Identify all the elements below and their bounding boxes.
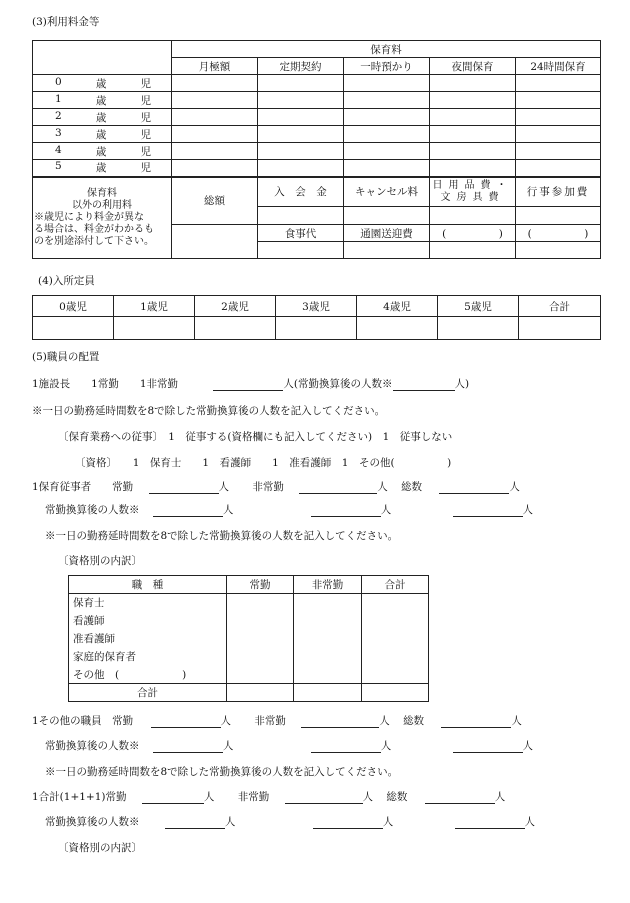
person-unit: 人 xyxy=(380,504,392,516)
fee-cell[interactable] xyxy=(516,75,601,92)
director-fte-field[interactable] xyxy=(393,378,455,391)
qual-header-total: 合計 xyxy=(362,576,429,594)
fee-cell[interactable] xyxy=(258,143,344,160)
fee-cell[interactable] xyxy=(516,126,601,143)
fee-cell[interactable] xyxy=(258,160,344,177)
age-unit: 歳 xyxy=(95,128,107,141)
fte-note-1: ※一日の勤務延時間数を8で除した常勤換算後の人数を記入してください。 xyxy=(32,405,386,417)
capacity-cell[interactable] xyxy=(519,317,601,340)
age-row-0 xyxy=(33,75,601,92)
grand-total-label: 1合計(1+1+1)常勤 xyxy=(32,791,127,803)
other-fees-title-2: 以外の利用料 xyxy=(72,199,132,211)
total-cell[interactable] xyxy=(172,225,258,259)
other-staff-label: 1その他の職員 常勤 xyxy=(32,715,134,727)
other-fees-title-1: 保育料 xyxy=(87,187,117,199)
fte-label: 常勤換算後の人数※ xyxy=(45,740,140,752)
qual-cell[interactable] xyxy=(227,630,294,648)
grand-parttime-field[interactable] xyxy=(285,791,363,804)
person-unit: 人 xyxy=(362,791,374,803)
col-24h: 24時間保育 xyxy=(516,58,601,75)
qual-header-parttime: 非常勤 xyxy=(294,576,362,594)
qual-cell[interactable] xyxy=(362,612,429,630)
fee-cell[interactable] xyxy=(430,160,516,177)
age-unit: 歳 xyxy=(95,94,107,107)
childcare-fte-fulltime-field[interactable] xyxy=(153,504,223,517)
person-unit: 人 xyxy=(203,791,215,803)
childcare-fte-total-field[interactable] xyxy=(453,504,523,517)
person-unit: 人 xyxy=(522,740,534,752)
qualification-table xyxy=(68,575,429,702)
table-row xyxy=(69,612,429,630)
childcare-fulltime-field[interactable] xyxy=(149,481,219,494)
event-fee-cell[interactable] xyxy=(516,207,601,225)
capacity-cell[interactable] xyxy=(438,317,519,340)
fee-cell[interactable] xyxy=(344,75,430,92)
fee-cell[interactable] xyxy=(344,160,430,177)
grand-total-line xyxy=(32,789,505,804)
age-suffix: 児 xyxy=(140,162,151,175)
qual-cell[interactable] xyxy=(362,666,429,684)
meal-fee-cell[interactable] xyxy=(258,242,344,259)
capacity-col-2: 2歳児 xyxy=(195,296,276,317)
qual-header-job: 職 種 xyxy=(69,576,227,594)
fte-note-3: ※一日の勤務延時間数を8で除した常勤換算後の人数を記入してください。 xyxy=(45,766,399,778)
bus-fee-cell[interactable] xyxy=(344,242,430,259)
person-unit: 人 xyxy=(382,816,394,828)
table-row xyxy=(69,648,429,666)
capacity-cell[interactable] xyxy=(276,317,357,340)
childcare-staff-line xyxy=(32,479,520,494)
qual-cell[interactable] xyxy=(362,684,429,702)
admission-fee-label: 入 会 金 xyxy=(258,177,344,207)
age-suffix: 児 xyxy=(140,128,151,141)
capacity-cell[interactable] xyxy=(114,317,195,340)
col-monthly: 月極額 xyxy=(172,58,258,75)
capacity-col-1: 1歳児 xyxy=(114,296,195,317)
breakdown-label: 〔資格別の内訳〕 xyxy=(58,555,142,567)
grand-fte-total-field[interactable] xyxy=(455,816,525,829)
person-unit: 人 xyxy=(511,715,522,727)
fees-header: 保育料 xyxy=(172,41,601,58)
fee-cell[interactable] xyxy=(430,109,516,126)
capacity-col-5: 5歳児 xyxy=(438,296,519,317)
age-unit: 歳 xyxy=(95,111,107,124)
director-fte-label: 人(常勤換算後の人数※ xyxy=(283,378,393,390)
other-fees-label xyxy=(33,177,172,259)
qual-cell[interactable] xyxy=(227,612,294,630)
capacity-col-total: 合計 xyxy=(519,296,601,317)
breakdown-label-2: 〔資格別の内訳〕 xyxy=(58,842,142,854)
supplies-label-2: 文房具費 xyxy=(440,191,505,203)
fee-cell[interactable] xyxy=(258,109,344,126)
childcare-staff-label: 1保育従事者 常勤 xyxy=(32,481,134,493)
qual-row-label: 家庭的保育者 xyxy=(69,648,227,666)
fee-cell[interactable] xyxy=(516,143,601,160)
qual-cell[interactable] xyxy=(362,630,429,648)
bus-fee-label: 通園送迎費 xyxy=(344,225,430,242)
cancel-fee-cell[interactable] xyxy=(344,207,430,225)
fee-cell[interactable] xyxy=(172,75,258,92)
total-label: 総額 xyxy=(172,177,258,225)
table-row xyxy=(69,594,429,612)
section-5-title: (5)職員の配置 xyxy=(32,351,100,363)
qual-cell[interactable] xyxy=(294,630,362,648)
capacity-cell[interactable] xyxy=(357,317,438,340)
capacity-cell[interactable] xyxy=(195,317,276,340)
childcare-total-field[interactable] xyxy=(439,481,509,494)
age-number: 0 xyxy=(55,75,62,88)
total-count-label: 総数 xyxy=(386,791,408,803)
fee-cell[interactable] xyxy=(516,160,601,177)
other-fees-note-1: ※歳児により料金が異な xyxy=(34,211,144,223)
qualification-line: 〔資格〕 1 保育士 1 看護師 1 准看護師 1 その他( ) xyxy=(75,457,452,469)
other-fees-note-3: のを別途添付して下さい。 xyxy=(34,235,154,247)
qual-cell[interactable] xyxy=(294,684,362,702)
table-row xyxy=(69,630,429,648)
age-row-5 xyxy=(33,160,601,177)
supplies-label-1: 日用品費・ xyxy=(432,179,513,191)
person-unit: 人 xyxy=(218,481,230,493)
person-unit: 人 xyxy=(509,481,520,493)
fee-cell[interactable] xyxy=(344,109,430,126)
fee-cell[interactable] xyxy=(258,92,344,109)
fte-label: 常勤換算後の人数※ xyxy=(45,816,140,828)
person-unit: 人 xyxy=(222,504,234,516)
part-time-label: 非常勤 xyxy=(237,791,270,803)
fte-label: 常勤換算後の人数※ xyxy=(45,504,140,516)
grand-total-field[interactable] xyxy=(425,791,495,804)
person-unit: 人 xyxy=(379,715,390,727)
fee-cell[interactable] xyxy=(172,160,258,177)
qual-cell[interactable] xyxy=(294,612,362,630)
director-close: 人) xyxy=(454,378,470,390)
total-count-label: 総数 xyxy=(401,481,423,493)
age-row-2 xyxy=(33,109,601,126)
col-night: 夜間保育 xyxy=(430,58,516,75)
other-staff-line xyxy=(32,713,522,728)
other-parttime-field[interactable] xyxy=(301,715,379,728)
age-suffix: 児 xyxy=(140,77,151,90)
age-suffix: 児 xyxy=(140,94,151,107)
capacity-col-0: 0歳児 xyxy=(33,296,114,317)
fee-cell[interactable] xyxy=(430,92,516,109)
table-row xyxy=(69,666,429,684)
director-label: 1施設長 1常勤 1非常勤 xyxy=(32,378,179,390)
col-regular-contract: 定期契約 xyxy=(258,58,344,75)
qual-cell[interactable] xyxy=(227,666,294,684)
qual-row-label: 保育士 xyxy=(69,594,227,612)
other-fte-fulltime-field[interactable] xyxy=(153,740,223,753)
age-row-3 xyxy=(33,126,601,143)
duty-line: 〔保育業務への従事〕 1 従事する(資格欄にも記入してください) 1 従事しない xyxy=(58,431,453,443)
custom-fee-label-1[interactable]: ( ) xyxy=(430,225,516,242)
fee-cell[interactable] xyxy=(344,126,430,143)
qual-cell[interactable] xyxy=(362,648,429,666)
other-total-field[interactable] xyxy=(441,715,511,728)
fee-cell[interactable] xyxy=(258,126,344,143)
fee-corner-cell xyxy=(33,41,172,75)
custom-fee-cell-1[interactable] xyxy=(430,242,516,259)
col-temporary: 一時預かり xyxy=(344,58,430,75)
person-unit: 人 xyxy=(224,816,236,828)
qual-header-fulltime: 常勤 xyxy=(227,576,294,594)
person-unit: 人 xyxy=(220,715,232,727)
person-unit: 人 xyxy=(494,791,506,803)
age-suffix: 児 xyxy=(140,111,151,124)
qual-row-label: その他 ( ) xyxy=(69,666,227,684)
qual-cell[interactable] xyxy=(294,594,362,612)
custom-fee-cell-2[interactable] xyxy=(516,242,601,259)
qual-cell[interactable] xyxy=(294,666,362,684)
age-unit: 歳 xyxy=(95,162,107,175)
total-count-label: 総数 xyxy=(403,715,425,727)
age-suffix: 児 xyxy=(140,145,151,158)
age-number: 2 xyxy=(55,109,62,122)
age-number: 4 xyxy=(55,143,62,156)
qual-cell[interactable] xyxy=(227,594,294,612)
part-time-label: 非常勤 xyxy=(254,715,286,727)
fee-cell[interactable] xyxy=(430,75,516,92)
supplies-fee-label xyxy=(430,177,516,207)
person-unit: 人 xyxy=(377,481,388,493)
age-row-4 xyxy=(33,143,601,160)
director-line xyxy=(32,376,469,391)
other-fte-total-field[interactable] xyxy=(453,740,523,753)
table-row xyxy=(69,684,429,702)
person-unit: 人 xyxy=(380,740,392,752)
qual-cell[interactable] xyxy=(294,648,362,666)
capacity-col-4: 4歳児 xyxy=(357,296,438,317)
age-unit: 歳 xyxy=(95,145,107,158)
grand-fulltime-field[interactable] xyxy=(142,791,204,804)
person-unit: 人 xyxy=(222,740,234,752)
fee-cell[interactable] xyxy=(172,126,258,143)
fee-cell[interactable] xyxy=(516,109,601,126)
childcare-parttime-field[interactable] xyxy=(299,481,377,494)
custom-fee-label-2[interactable]: ( ) xyxy=(516,225,601,242)
grand-fte-fulltime-field[interactable] xyxy=(165,816,225,829)
capacity-table xyxy=(32,295,601,340)
supplies-fee-cell[interactable] xyxy=(430,207,516,225)
fee-cell[interactable] xyxy=(258,75,344,92)
qual-row-label: 准看護師 xyxy=(69,630,227,648)
person-unit: 人 xyxy=(522,504,534,516)
qual-cell[interactable] xyxy=(227,684,294,702)
qual-row-label: 看護師 xyxy=(69,612,227,630)
other-fte-parttime-field[interactable] xyxy=(311,740,381,753)
fee-cell[interactable] xyxy=(430,126,516,143)
capacity-col-3: 3歳児 xyxy=(276,296,357,317)
director-count-field[interactable] xyxy=(213,378,283,391)
qual-total-label: 合計 xyxy=(69,684,227,702)
other-fte-line xyxy=(45,738,533,753)
section-4-title: (4)入所定員 xyxy=(38,275,95,287)
fee-cell[interactable] xyxy=(430,143,516,160)
fee-cell[interactable] xyxy=(344,143,430,160)
other-fulltime-field[interactable] xyxy=(151,715,221,728)
age-row-1 xyxy=(33,92,601,109)
person-unit: 人 xyxy=(524,816,536,828)
fee-cell[interactable] xyxy=(344,92,430,109)
fee-cell[interactable] xyxy=(516,92,601,109)
fee-table xyxy=(32,40,601,259)
age-number: 3 xyxy=(55,126,62,139)
capacity-cell[interactable] xyxy=(33,317,114,340)
age-unit: 歳 xyxy=(95,77,107,90)
meal-fee-label: 食事代 xyxy=(258,225,344,242)
age-number: 5 xyxy=(55,160,62,173)
qual-cell[interactable] xyxy=(227,648,294,666)
fee-cell[interactable] xyxy=(172,143,258,160)
grand-fte-parttime-field[interactable] xyxy=(313,816,383,829)
fte-note-2: ※一日の勤務延時間数を8で除した常勤換算後の人数を記入してください。 xyxy=(45,530,399,542)
age-number: 1 xyxy=(55,92,62,105)
admission-fee-cell[interactable] xyxy=(258,207,344,225)
part-time-label: 非常勤 xyxy=(252,481,284,493)
other-fees-note-2: る場合は、料金がわかるも xyxy=(34,223,154,235)
cancel-fee-label: キャンセル料 xyxy=(344,177,430,207)
fee-cell[interactable] xyxy=(172,92,258,109)
grand-fte-line xyxy=(45,814,535,829)
fee-cell[interactable] xyxy=(172,109,258,126)
event-fee-label: 行事参加費 xyxy=(516,177,601,207)
childcare-fte-parttime-field[interactable] xyxy=(311,504,381,517)
qual-cell[interactable] xyxy=(362,594,429,612)
childcare-fte-line xyxy=(45,502,533,517)
section-3-title: (3)利用料金等 xyxy=(32,16,100,28)
